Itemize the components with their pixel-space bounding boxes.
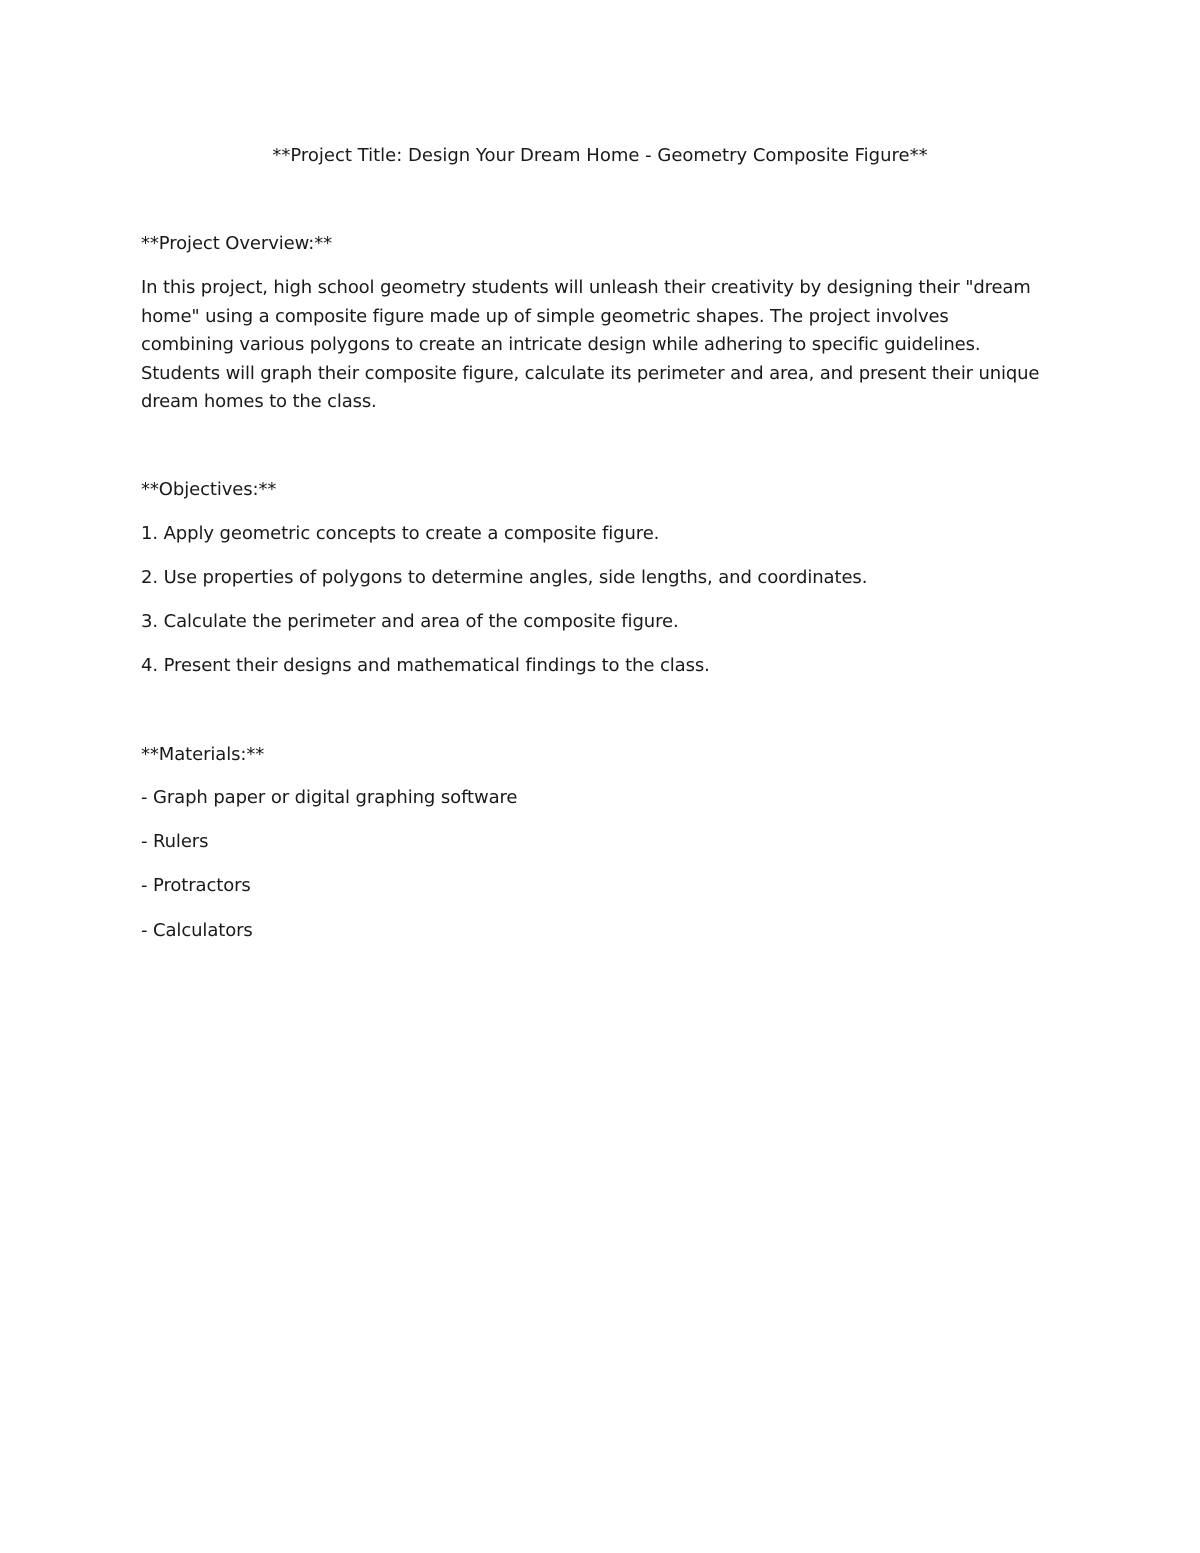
document-title: **Project Title: Design Your Dream Home - Geometry Composite Figure** [272,145,928,166]
materials-heading: **Materials:** [141,744,265,765]
objective-item-2: 2. Use properties of polygons to determine angles, side lengths, and coordinates. [141,567,868,588]
overview-paragraph: In this project, high school geometry students will unleash their creativity by designing their "dream home" using a composite figure made up of simple geometric shapes. The project involves combining various polygons to create an intricate design while adhering to specific guidelines. Students will graph their composite figure, calculate its perimeter and area, and present their unique dream homes to the class. [141,277,1040,413]
objective-item-4: 4. Present their designs and mathematical findings to the class. [141,655,710,676]
material-item-2: - Rulers [141,831,209,852]
objective-item-1: 1. Apply geometric concepts to create a composite figure. [141,523,660,544]
material-item-3: - Protractors [141,875,251,896]
material-item-4: - Calculators [141,920,253,941]
overview-heading: **Project Overview:** [141,233,333,254]
objectives-heading: **Objectives:** [141,479,277,500]
objective-item-3: 3. Calculate the perimeter and area of the composite figure. [141,611,679,632]
material-item-1: - Graph paper or digital graphing software [141,787,518,808]
